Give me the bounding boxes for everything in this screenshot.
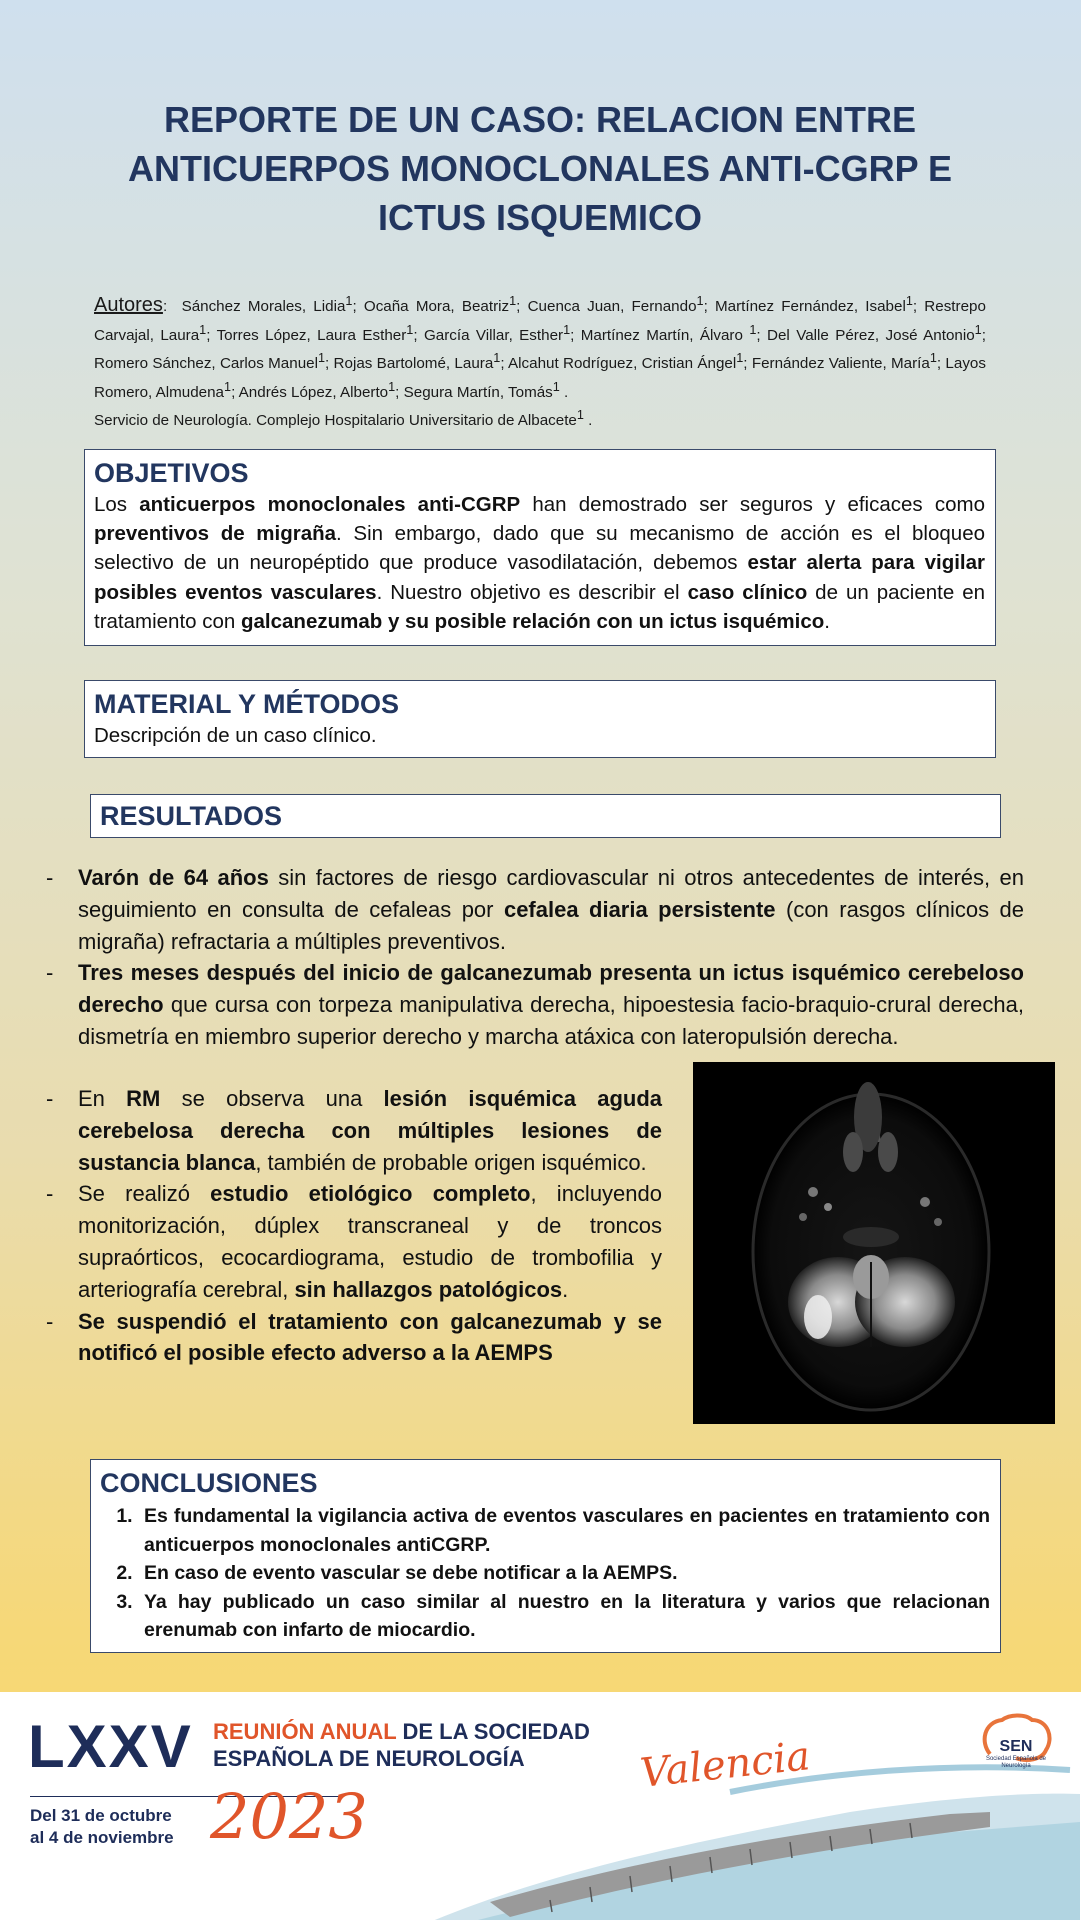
congress-year: 2023 xyxy=(210,1780,368,1853)
sen-logo xyxy=(976,1720,1056,1769)
congress-name: REUNIÓN ANUAL DE LA SOCIEDAD ESPAÑOLA DE NEUROLOGÍA xyxy=(213,1719,590,1771)
congress-dates: Del 31 de octubre al 4 de noviembre xyxy=(30,1806,174,1847)
resultados-box xyxy=(90,794,1001,838)
list-item: 3. Ya hay publicado un caso similar al nuestro en la literatura y varios que relacionan erenumab con infarto de miocardio. xyxy=(138,1588,990,1645)
metodos-box xyxy=(84,680,996,758)
authors-label: Autores xyxy=(94,294,163,317)
list-item: - Se realizó estudio etiológico completo, incluyendo monitorización, dúplex transcraneal y de troncos supraórticos, ecocardiograma, estudio de trombofilia y arteriografía cerebral, sin hallazgos patológicos. xyxy=(46,1181,662,1302)
conclusiones-heading: CONCLUSIONES xyxy=(100,1468,318,1498)
congress-banner xyxy=(0,1692,1081,1920)
list-item: - Varón de 64 años sin factores de riesgo cardiovascular ni otros antecedentes de interés, en seguimiento en consulta de cefaleas por cefalea diaria persistente (con rasgos clínicos de migraña) refractaria a múltiples preventivos. xyxy=(46,865,1025,954)
metodos-heading: MATERIAL Y MÉTODOS xyxy=(94,689,400,719)
metodos-text: Descripción de un caso clínico. xyxy=(94,724,377,747)
mri-brain-icon xyxy=(693,1062,1055,1424)
congress-city: Valencia xyxy=(638,1733,813,1797)
list-item: - En RM se observa una lesión isquémica aguda cerebelosa derecha con múltiples lesiones de sustancia blanca, también de probable origen isquémico. xyxy=(46,1086,662,1175)
objetivos-box xyxy=(84,449,996,646)
results-list-top xyxy=(40,862,1024,1053)
sen-text: SEN xyxy=(999,1738,1033,1755)
list-item: 1. Es fundamental la vigilancia activa de eventos vasculares en pacientes en tratamiento con anticuerpos monoclonales antiCGRP. xyxy=(138,1502,990,1559)
list-item: - Tres meses después del inicio de galcanezumab presenta un ictus isquémico cerebeloso derecho que cursa con torpeza manipulativa derecha, hipoestesia facio-braquio-crural derecha, dismetría en miembro superior derecho y marcha atáxica con lateropulsión derecha. xyxy=(46,960,1024,1049)
list-item: 2. En caso de evento vascular se debe notificar a la AEMPS. xyxy=(138,1559,990,1588)
conclusiones-list xyxy=(100,1502,990,1645)
objetivos-text: Los anticuerpos monoclonales anti-CGRP han demostrado ser seguros y eficaces como preventivos de migraña. Sin embargo, dado que su mecanismo de acción es el bloqueo selectivo de un neuropéptido que produce vasodilatación, debemos estar alerta para vigilar posibles eventos vasculares. Nuestro objetivo es describir el caso clínico de un paciente en tratamiento con galcanezumab y su posible relación con un ictus isquémico. xyxy=(94,493,986,633)
title-line-1: REPORTE DE UN CASO: RELACION ENTRE xyxy=(163,99,917,140)
edition-number: LXXV xyxy=(28,1713,193,1780)
poster-title xyxy=(80,95,1000,242)
objetivos-heading: OBJETIVOS xyxy=(94,458,249,488)
results-list-bottom xyxy=(40,1083,662,1369)
conclusiones-box xyxy=(90,1459,1001,1653)
sen-subtitle: Sociedad Española de Neurología xyxy=(985,1756,1047,1769)
title-line-2: ANTICUERPOS MONOCLONALES ANTI-CGRP E xyxy=(127,148,953,189)
authors-block: Autores: Sánchez Morales, Lidia$^1$; Ocaña Mora, Beatriz$^1$; Cuenca Juan, Fernando$^1$; Martínez Fernández, Isabel$^1$; Restrepo Carvajal, Laura$^1$; Torres López, Laura Esther$^1$; García Villar, Esther$^1$; Martínez Martín, Álvaro $^1$; Del Valle Pérez, José Antonio$^1$; Romero Sánchez, Carlos Manuel$^1$; Rojas Bartolomé, Laura$^1$; Alcahut Rodríguez, Cristian Ángel$^1$; Fernández Valiente, María$^1$; Layos Romero, Almudena$^1$; Andrés López, Alberto$^1$; Segura Martín, Tomás$^1$ . Servicio de Neurología. Complejo Hospitalario Universitario de Albacete$^1$ . xyxy=(94,294,986,430)
mri-scan-image xyxy=(693,1062,1055,1424)
author-list: Sánchez Morales, Lidia$^1$; Ocaña Mora, Beatriz$^1$; Cuenca Juan, Fernando$^1$; Martínez Fernández, Isabel$^1$; Restrepo Carvajal, Laura$^1$; Torres López, Laura Esther$^1$; García Villar, Esther$^1$; Martínez Martín, Álvaro $^1$; Del Valle Pérez, José Antonio$^1$; Romero Sánchez, Carlos Manuel$^1$; Rojas Bartolomé, Laura$^1$; Alcahut Rodríguez, Cristian Ángel$^1$; Fernández Valiente, María$^1$; Layos Romero, Almudena$^1$; Andrés López, Alberto$^1$; Segura Martín, Tomás$^1$ . xyxy=(94,294,986,401)
list-item: - Se suspendió el tratamiento con galcanezumab y se notificó el posible efecto adverso a la AEMPS xyxy=(46,1308,662,1366)
title-line-3: ICTUS ISQUEMICO xyxy=(377,197,703,238)
affiliation: Servicio de Neurología. Complejo Hospitalario Universitario de Albacete$^1$ . xyxy=(94,408,593,430)
resultados-heading: RESULTADOS xyxy=(100,801,282,831)
